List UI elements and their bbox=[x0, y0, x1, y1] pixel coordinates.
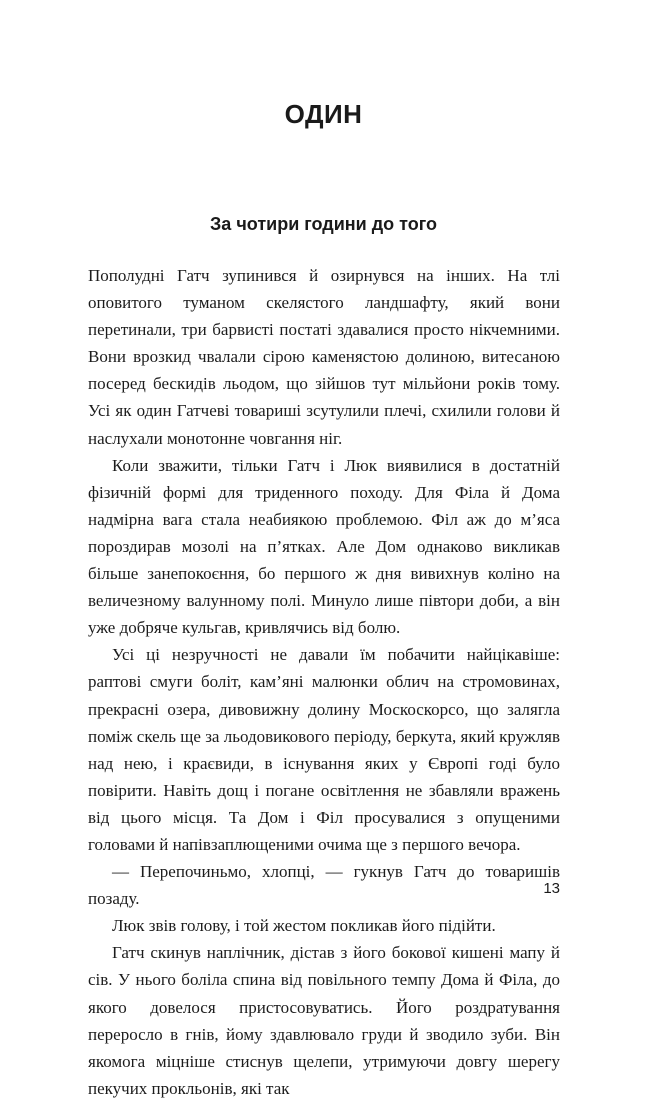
paragraph: Усі ці незручності не давали їм побачити найцікавіше: раптові смуги боліт, кам’яні малюнки облич на стромовинах, прекрасні озера, дивовижну долину Москоскорсо, що залягла поміж скель ще за льодовикового періоду, беркута, який кружляв над нею, і краєвиди, в існування яких у Європі годі було повірити. Навіть дощ і погане освітлення не збавляли вражень від цього місця. Та Дом і Філ просувалися з опущеними головами й напівзаплющеними очима ще з першого вечора. bbox=[88, 645, 560, 854]
dialogue-paragraph: — Перепочиньмо, хлопці, — гукнув Гатч до товаришів позаду. bbox=[88, 862, 560, 909]
body-text bbox=[88, 262, 560, 1102]
chapter-title: ОДИН bbox=[284, 99, 363, 129]
page-number: 13 bbox=[543, 880, 560, 897]
paragraph: Пополудні Гатч зупинився й озирнувся на інших. На тлі оповитого туманом скелястого ландшафту, який вони перетинали, три барвисті постаті здавалися просто нікчемними. Вони врозкид чвалали сірою каменястою долиною, витесаною посеред бескидів льодом, що зійшов тут мільйони років тому. Усі як один Гатчеві товариші зсутулили плечі, схилили голови й наслухали монотонне човгання ніг. bbox=[88, 266, 560, 448]
chapter-subtitle: За чотири години до того bbox=[210, 214, 437, 234]
paragraph: Коли зважити, тільки Гатч і Люк виявилися в достатній фізичній формі для триденного походу. Для Філа й Дома надмірна вага стала неабиякою проблемою. Філ аж до м’яса пороздирав мозолі на п’ятках. Але Дом однаково викликав більше занепокоєння, бо першого ж дня вивихнув коліно на величезному валунному полі. Минуло лише півтори доби, а він уже добряче кульгав, кривлячись від болю. bbox=[88, 455, 560, 638]
paragraph: Люк звів голову, і той жестом покликав його підійти. bbox=[112, 916, 496, 936]
paragraph: Гатч скинув наплічник, дістав з його бокової кишені мапу й сів. У нього боліла спина від повільного темпу Дома й Філа, до якого довелося пристосовуватись. Його роздратування переросло в гнів, йому здавлювало груди й зводило зуби. Він якомога міцніше стиснув щелепи, утримуючи довгу шерегу пекучих прокльонів, які так bbox=[88, 943, 560, 1098]
